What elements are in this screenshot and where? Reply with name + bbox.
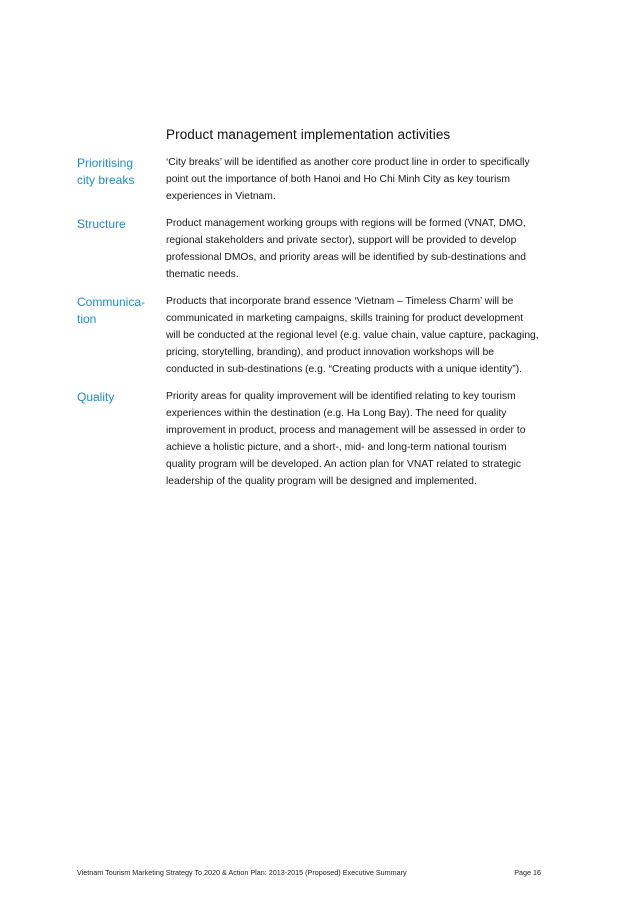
activity-row-prioritising [77, 154, 567, 205]
footer-document-title: Vietnam Tourism Marketing Strategy To 2020 & Action Plan: 2013-2015 (Proposed) Executive Summary [77, 868, 407, 877]
activity-description: ‘City breaks’ will be identified as another core product line in order to specifically point out the importance of both Hanoi and Ho Chi Minh City as key tourism experiences in Vietnam. [166, 157, 530, 202]
activity-row-structure [77, 215, 567, 283]
activity-label: Structure [77, 217, 126, 231]
activity-label: Prioritising city breaks [77, 156, 135, 187]
footer-page-number: Page 16 [514, 868, 541, 877]
activity-description: Products that incorporate brand essence ‘Vietnam – Timeless Charm’ will be communicated in marketing campaigns, skills training for product development will be conducted at the regional level (e.g. value chain, value capture, packaging, pricing, storytelling, branding), and product innovation workshops will be conducted in sub-destinations (e.g. “Creating products with a unique identity”). [166, 296, 539, 375]
activity-description: Product management working groups with regions will be formed (VNAT, DMO, regional stakeholders and private sector), support will be provided to develop professional DMOs, and priority areas will be identified by sub-destinations and thematic needs. [166, 218, 527, 280]
activity-label: Quality [77, 390, 115, 404]
section-heading: Product management implementation activities [166, 127, 451, 142]
activity-description: Priority areas for quality improvement will be identified relating to key tourism experiences within the destination (e.g. Ha Long Bay). The need for quality improvement in product, process and management will be assessed in order to achieve a holistic picture, and a short-, mid- and long-term national tourism quality program will be developed. An action plan for VNAT related to strategic leadership of the quality program will be designed and implemented. [166, 391, 526, 487]
activities-table [77, 154, 567, 500]
activity-row-communication [77, 293, 567, 378]
activity-label: Communica- tion [77, 295, 146, 326]
activity-row-quality [77, 388, 567, 490]
